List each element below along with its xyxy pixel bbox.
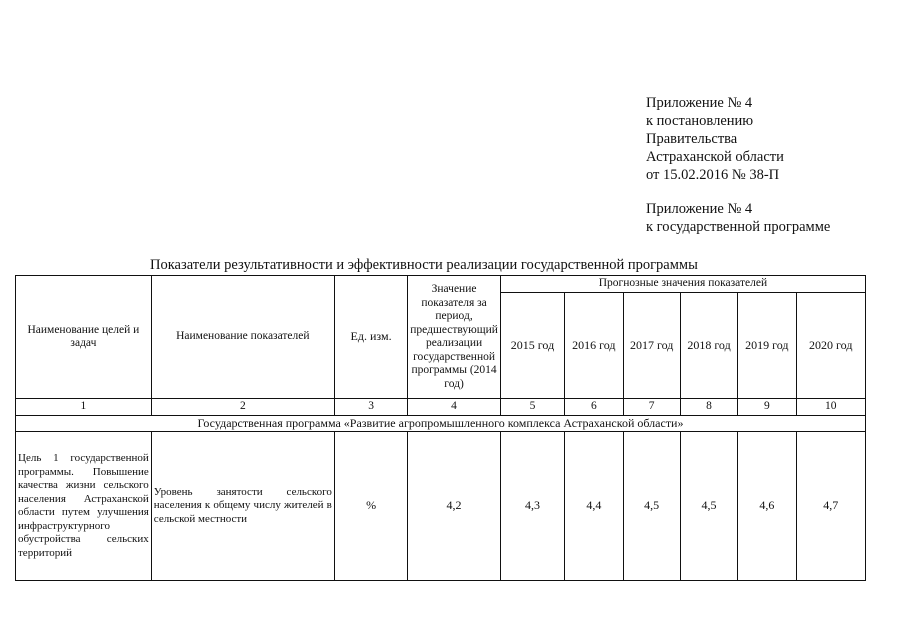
year-header: 2020 год <box>796 293 866 399</box>
appendix-header <box>646 94 830 236</box>
column-number: 1 <box>16 399 152 416</box>
col-goals-header: Наименование целей и задач <box>16 276 152 399</box>
col-indicators-header: Наименование показателей <box>151 276 334 399</box>
column-number: 8 <box>680 399 737 416</box>
column-number: 9 <box>738 399 796 416</box>
col-forecast-header: Прогнозные значения показателей <box>500 276 865 293</box>
header-line: Правительства <box>646 131 738 147</box>
column-number: 6 <box>565 399 623 416</box>
col-unit-header: Ед. изм. <box>334 276 407 399</box>
header-line: к государственной программе <box>646 219 831 235</box>
header-gap <box>646 184 830 200</box>
indicators-table <box>15 275 866 581</box>
document-title: Показатели результативности и эффективности реализации государственной программы <box>150 257 698 273</box>
column-number: 2 <box>151 399 334 416</box>
year-header: 2016 год <box>565 293 623 399</box>
forecast-value-cell: 4,3 <box>500 432 564 581</box>
column-number: 7 <box>623 399 680 416</box>
goal-cell: Цель 1 государственной программы. Повышение качества жизни сельского населения Астраханской области путем улучшения инфраструктурного обустройства сельских территорий <box>16 432 152 581</box>
header-line: Приложение № 4 <box>646 201 753 217</box>
indicator-cell: Уровень занятости сельского населения к общему числу жителей в сельской местности <box>151 432 334 581</box>
year-header: 2018 год <box>680 293 737 399</box>
forecast-value-cell: 4,4 <box>565 432 623 581</box>
column-number: 10 <box>796 399 866 416</box>
forecast-value-cell: 4,6 <box>738 432 796 581</box>
forecast-value-cell: 4,5 <box>623 432 680 581</box>
forecast-value-cell: 4,5 <box>680 432 737 581</box>
column-number: 5 <box>500 399 564 416</box>
header-line: Астраханской области <box>646 149 784 165</box>
header-line: к постановлению <box>646 113 754 129</box>
program-row: Государственная программа «Развитие агропромышленного комплекса Астраханской области» <box>16 415 866 432</box>
year-header: 2017 год <box>623 293 680 399</box>
column-number: 3 <box>334 399 407 416</box>
column-number: 4 <box>408 399 501 416</box>
prev-value-cell: 4,2 <box>408 432 501 581</box>
forecast-value-cell: 4,7 <box>796 432 866 581</box>
year-header: 2019 год <box>738 293 796 399</box>
year-header: 2015 год <box>500 293 564 399</box>
header-line: от 15.02.2016 № 38-П <box>646 167 780 183</box>
header-line: Приложение № 4 <box>646 95 753 111</box>
unit-cell: % <box>334 432 407 581</box>
col-prev-header: Значение показателя за период, предшествующий реализации государственной программы (2014 год) <box>408 276 501 399</box>
